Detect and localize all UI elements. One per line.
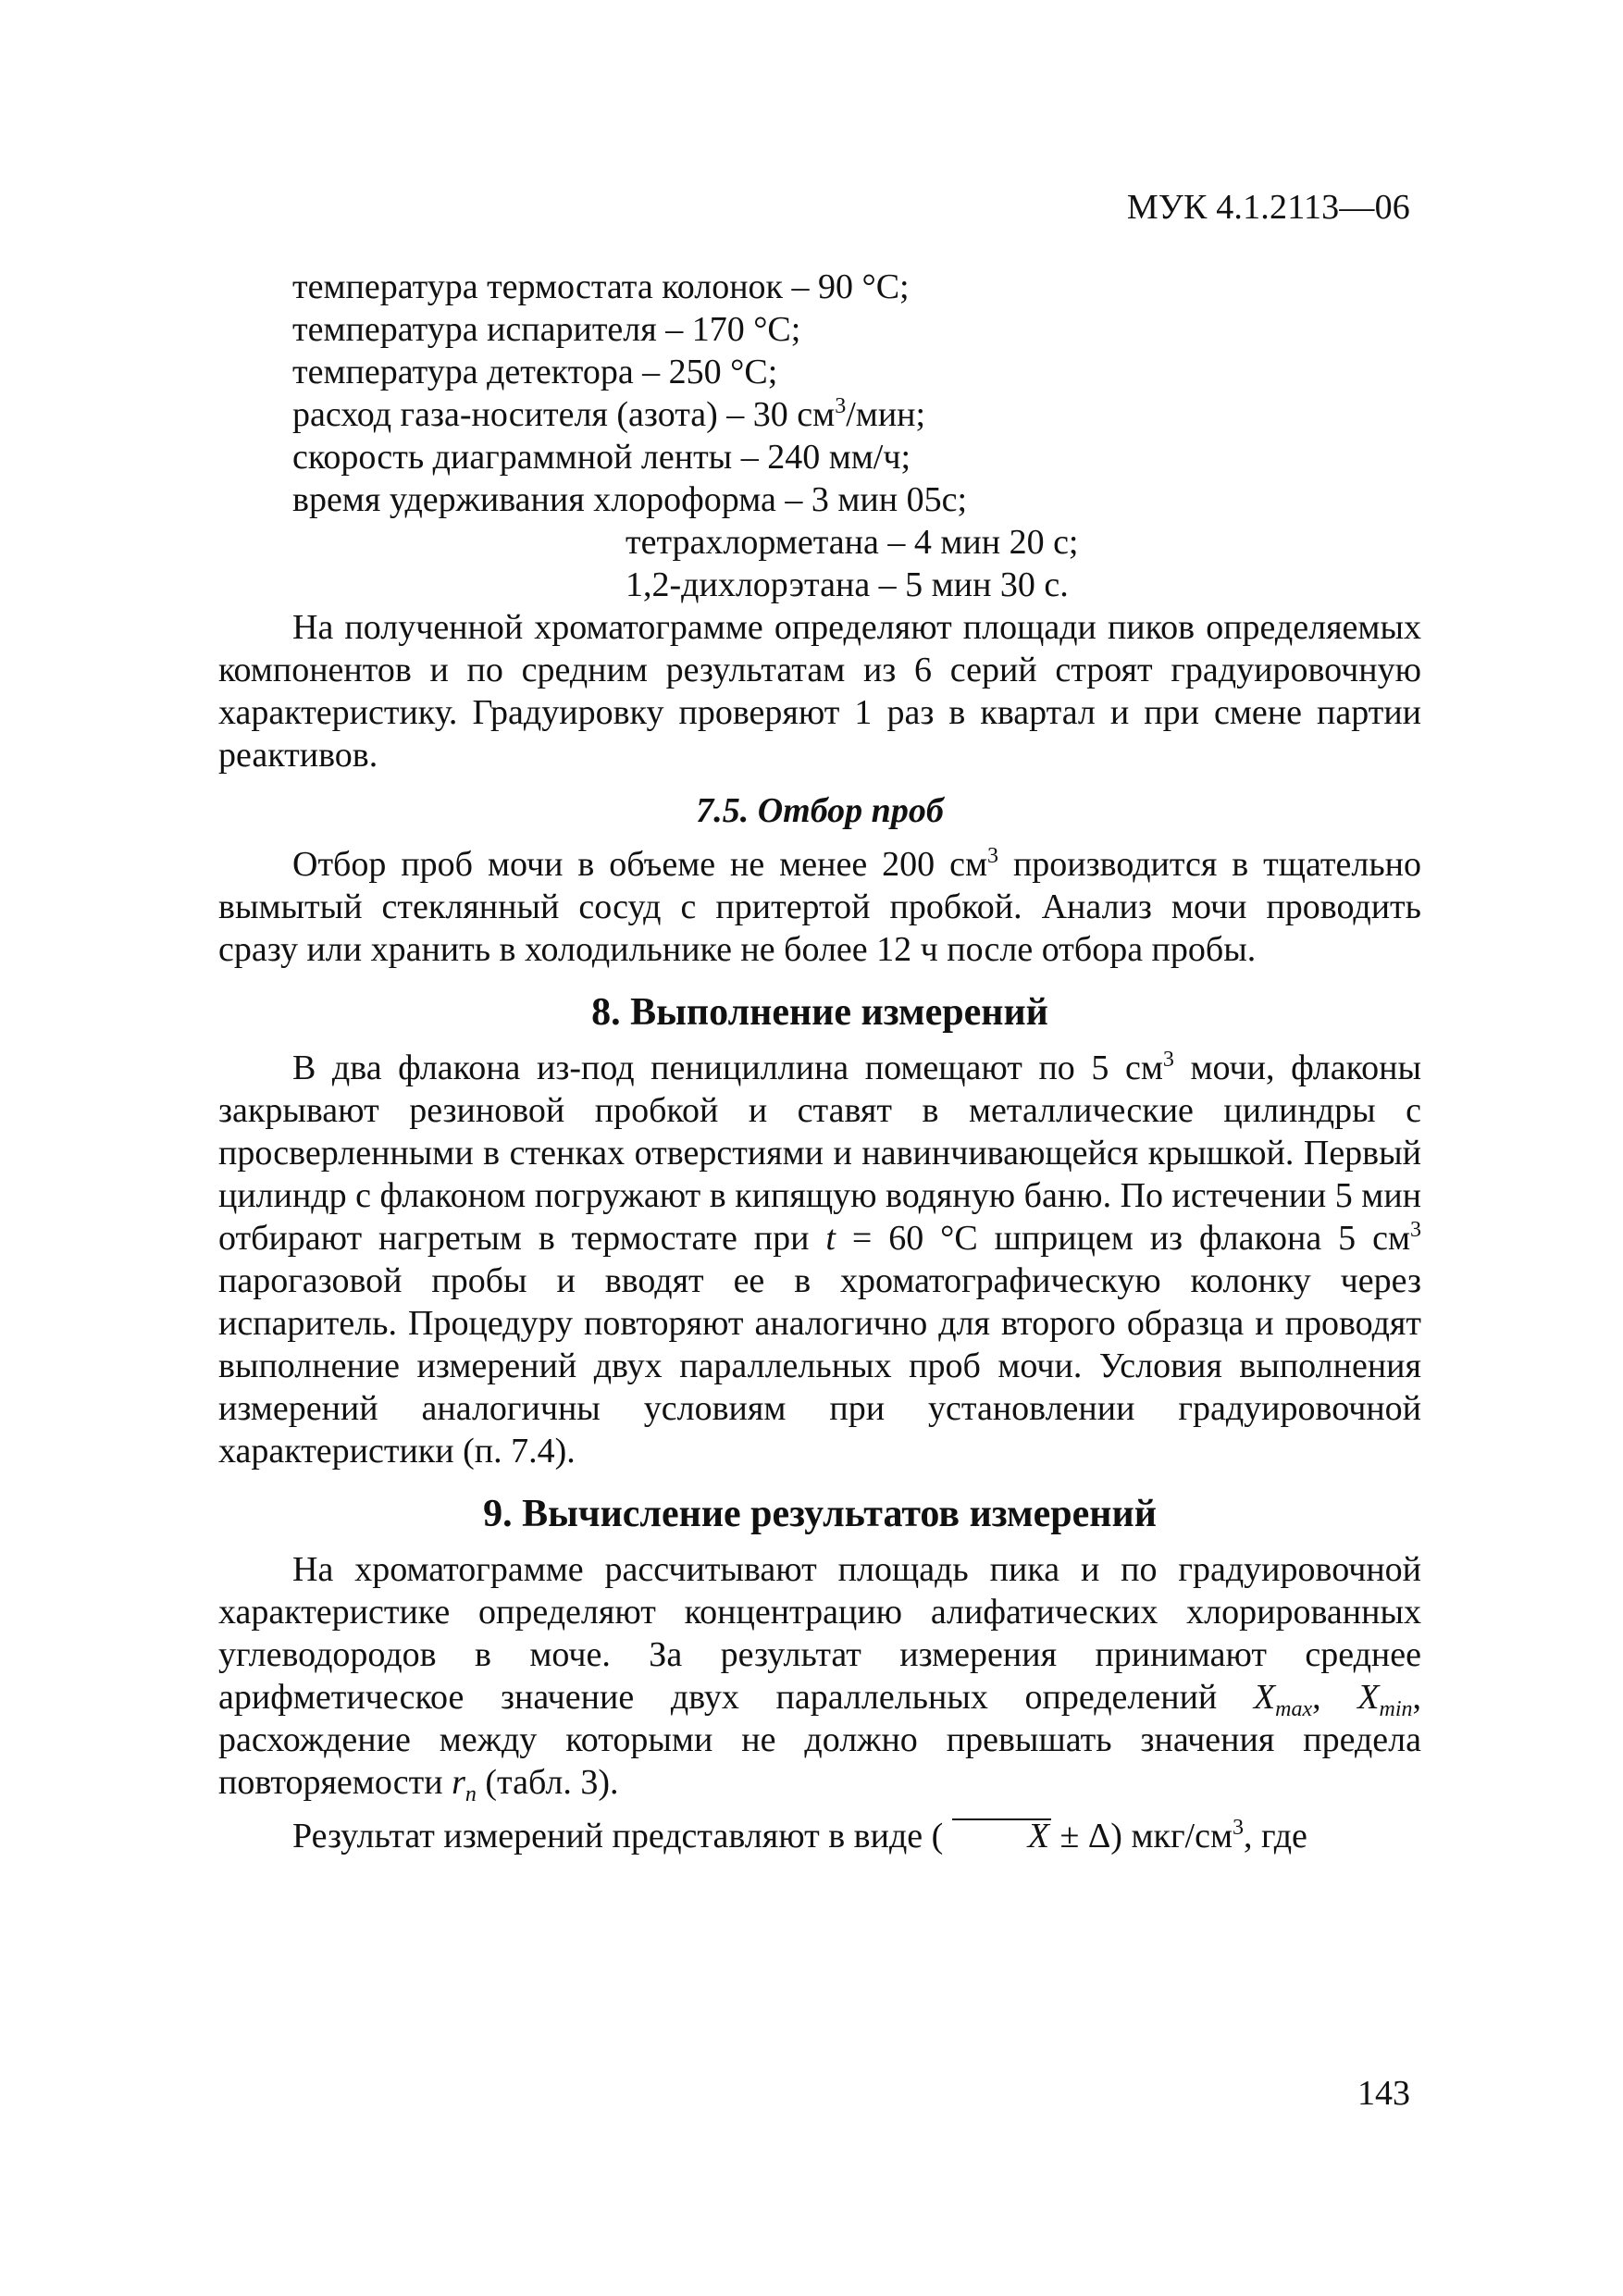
condition-retention-tetrachloromethane: тетрахлорметана – 4 мин 20 с; (626, 523, 1079, 562)
condition-evaporator-temp: температура испарителя – 170 °С; (292, 310, 801, 349)
subsection-title-sampling: 7.5. Отбор проб (696, 791, 944, 830)
paragraph-result-format: Результат измерений представляют в виде ( X ± Δ) мкг/$см^3$, где (292, 1816, 1307, 1855)
page-number: 143 (1357, 2074, 1410, 2113)
condition-column-temp: температура термостата колонок – 90 °С; (292, 267, 910, 306)
paragraph-measurements: В два флакона из-под пенициллина помещают по 5 $см^3$ мочи, флаконы закрывают резиновой пробкой и ставят в металлические цилиндры с просверленными в стенках отверстиями и навинчивающейся крышкой. Первый цилиндр с флаконом погружают в кипящую водяную баню. По истечении 5 мин отбирают нагретым в термостате при t = 60 °С шприцем из флакона 5 $см^3$ парогазовой пробы и вводят ее в хроматографическую колонку через испаритель. Процедуру повторяют аналогично для второго образца и проводят выполнение измерений двух параллельных проб мочи. Условия выполнения измерений аналогичны условиям при установлении градуировочной характеристики (п. 7.4). (218, 1048, 1421, 1471)
x-bar-symbol: X (952, 1818, 1051, 1852)
paragraph-sampling: Отбор проб мочи в объеме не менее 200 $см^3$ производится в тщательно вымытый стеклянный сосуд с притертой пробкой. Анализ мочи проводить сразу или хранить в холодильнике не более 12 ч после отбора пробы. (218, 844, 1421, 969)
condition-retention-dichloroethane: 1,2-дихлорэтана – 5 мин 30 с. (626, 565, 1069, 604)
condition-carrier-gas-flow: расход газа-носителя (азота) – 30 $см^3$/мин; (292, 394, 926, 434)
condition-detector-temp: температура детектора – 250 °С; (292, 353, 778, 391)
page-content (218, 266, 1421, 1857)
section-title-measurements: 8. Выполнение измерений (591, 991, 1048, 1034)
paragraph-calculation: На хроматограмме рассчитывают площадь пика и по градуировочной характеристике определяют концентрацию алифатических хлорированных углеводородов в моче. За результат измерения принимают среднее арифметическое значение двух параллельных определений $X_{max}$, $X_{min}$, расхождение между которыми не должно превышать значения предела повторяемости $r_n$ (табл. 3). (218, 1550, 1422, 1806)
chromatography-conditions-list (218, 266, 1421, 606)
condition-retention-chloroform: время удерживания хлороформа – 3 мин 05с; (292, 480, 967, 519)
paragraph-calibration: На полученной хроматограмме определяют площади пиков определяемых компонентов и по средним результатам из 6 серий строят градуировочную характеристику. Градуировку проверяют 1 раз в квартал и при смене партии реактивов. (218, 608, 1421, 775)
section-title-calculation: 9. Вычисление результатов измерений (483, 1493, 1157, 1535)
condition-chart-speed: скорость диаграммной ленты – 240 мм/ч; (292, 438, 911, 477)
doc-code-header: МУК 4.1.2113—06 (1126, 188, 1410, 227)
